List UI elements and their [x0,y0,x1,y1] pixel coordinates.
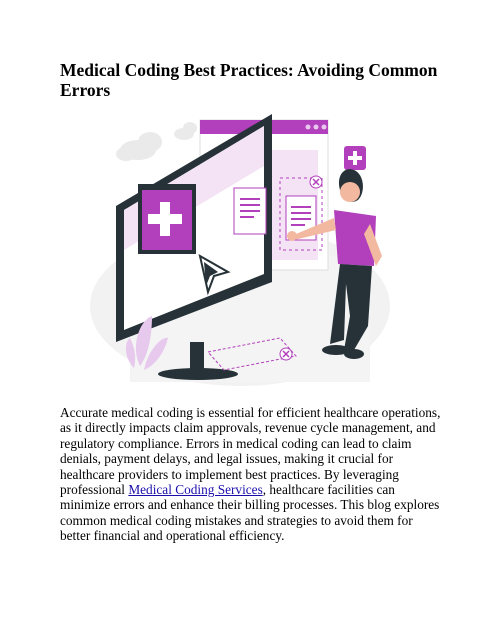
medical-coding-illustration [90,106,410,388]
intro-text-after-link: , healthcare facilities can minimize errors and enhance their billing processes. This blog explores common medical coding mistakes and strategies to avoid them for better financial and operational efficiency. [60,482,440,544]
close-icon [310,176,322,188]
intro-text-before-link: Accurate medical coding is essential for efficient healthcare operations, as it directly impacts claim approvals, revenue cycle management, and regulatory compliance. Errors in medical coding can lead to claim denials, payment delays, and legal issues, making it crucial for healthcare providers to implement best practices. By leveraging professional [60,405,441,498]
document-card [234,188,266,234]
page-title: Medical Coding Best Practices: Avoiding Common Errors [60,60,438,100]
cloud-icon [174,122,197,140]
medical-coding-services-link[interactable]: Medical Coding Services [128,482,263,498]
medical-cross-icon [138,184,196,254]
intro-paragraph [60,405,444,544]
cloud-icon [116,132,162,161]
plus-icon [344,146,366,170]
